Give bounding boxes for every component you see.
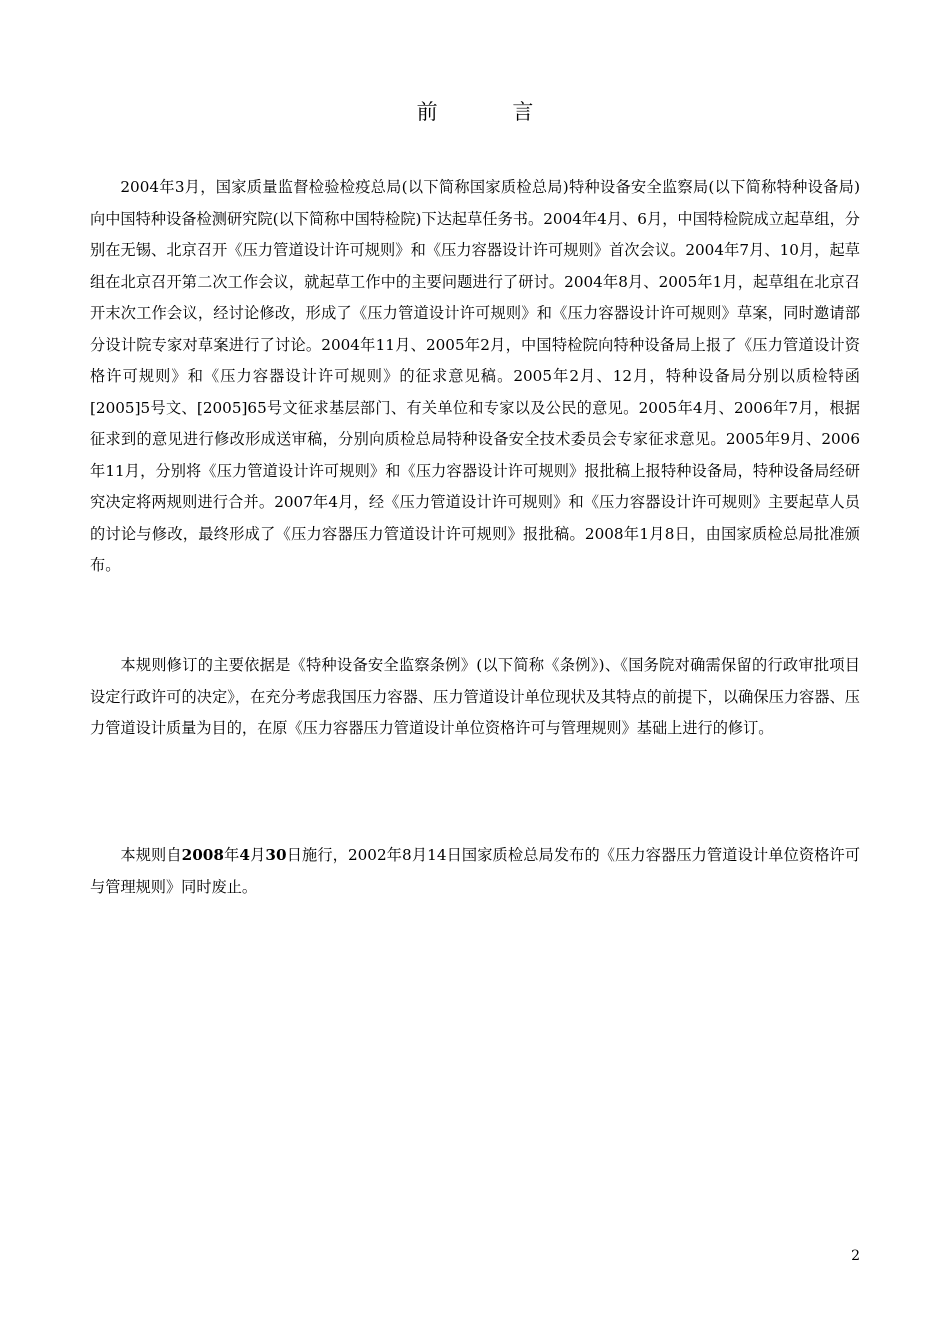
effective-year: 2008	[181, 846, 224, 864]
page-number: 2	[851, 1248, 860, 1264]
paragraph-history: 2004年3月，国家质量监督检验检疫总局(以下简称国家质检总局)特种设备安全监察局(以下简称特种设备局)向中国特种设备检测研究院(以下简称中国特检院)下达起草任务书。2004年4月、6月，中国特检院成立起草组，分别在无锡、北京召开《压力管道设计许可规则》和《压力容器设计许可规则》首次会议。2004年7月、10月，起草组在北京召开第二次工作会议，就起草工作中的主要问题进行了研讨。2004年8月、2005年1月，起草组在北京召开末次工作会议，经讨论修改，形成了《压力管道设计许可规则》和《压力容器设计许可规则》草案，同时邀请部分设计院专家对草案进行了讨论。2004年11月、2005年2月，中国特检院向特种设备局上报了《压力管道设计资格许可规则》和《压力容器设计许可规则》的征求意见稿。2005年2月、12月，特种设备局分别以质检特函[2005]5号文、[2005]65号文征求基层部门、有关单位和专家以及公民的意见。2005年4月、2006年7月，根据征求到的意见进行修改形成送审稿，分别向质检总局特种设备安全技术委员会专家征求意见。2005年9月、2006年11月，分别将《压力管道设计许可规则》和《压力容器设计许可规则》报批稿上报特种设备局，特种设备局经研究决定将两规则进行合并。2007年4月，经《压力管道设计许可规则》和《压力容器设计许可规则》主要起草人员的讨论与修改，最终形成了《压力容器压力管道设计许可规则》报批稿。2008年1月8日，由国家质检总局批准颁布。	[90, 178, 860, 574]
effective-text-3: 月	[249, 846, 266, 864]
paragraph-basis: 本规则修订的主要依据是《特种设备安全监察条例》(以下简称《条例》)、《国务院对确需保留的行政审批项目设定行政许可的决定》，在充分考虑我国压力容器、压力管道设计单位现状及其特点的前提下，以确保压力容器、压力管道设计质量为目的，在原《压力容器压力管道设计单位资格许可与管理规则》基础上进行的修订。	[90, 656, 860, 737]
paragraph-block-3	[90, 840, 860, 903]
effective-text-4: 日施行，2002年8月14日国家质检总局发布的《压力容器压力管道设计单位资格许可与管理规则》同时废止。	[90, 846, 861, 896]
page-title: 前 言	[416, 100, 568, 124]
paragraph-block-2	[90, 650, 860, 745]
effective-text-2: 年	[223, 846, 240, 864]
paragraph-block-1	[90, 172, 860, 582]
effective-day: 30	[265, 846, 287, 864]
paragraph-effective-date	[90, 840, 860, 903]
effective-month: 4	[239, 846, 250, 864]
effective-text-1: 本规则自	[120, 846, 182, 864]
